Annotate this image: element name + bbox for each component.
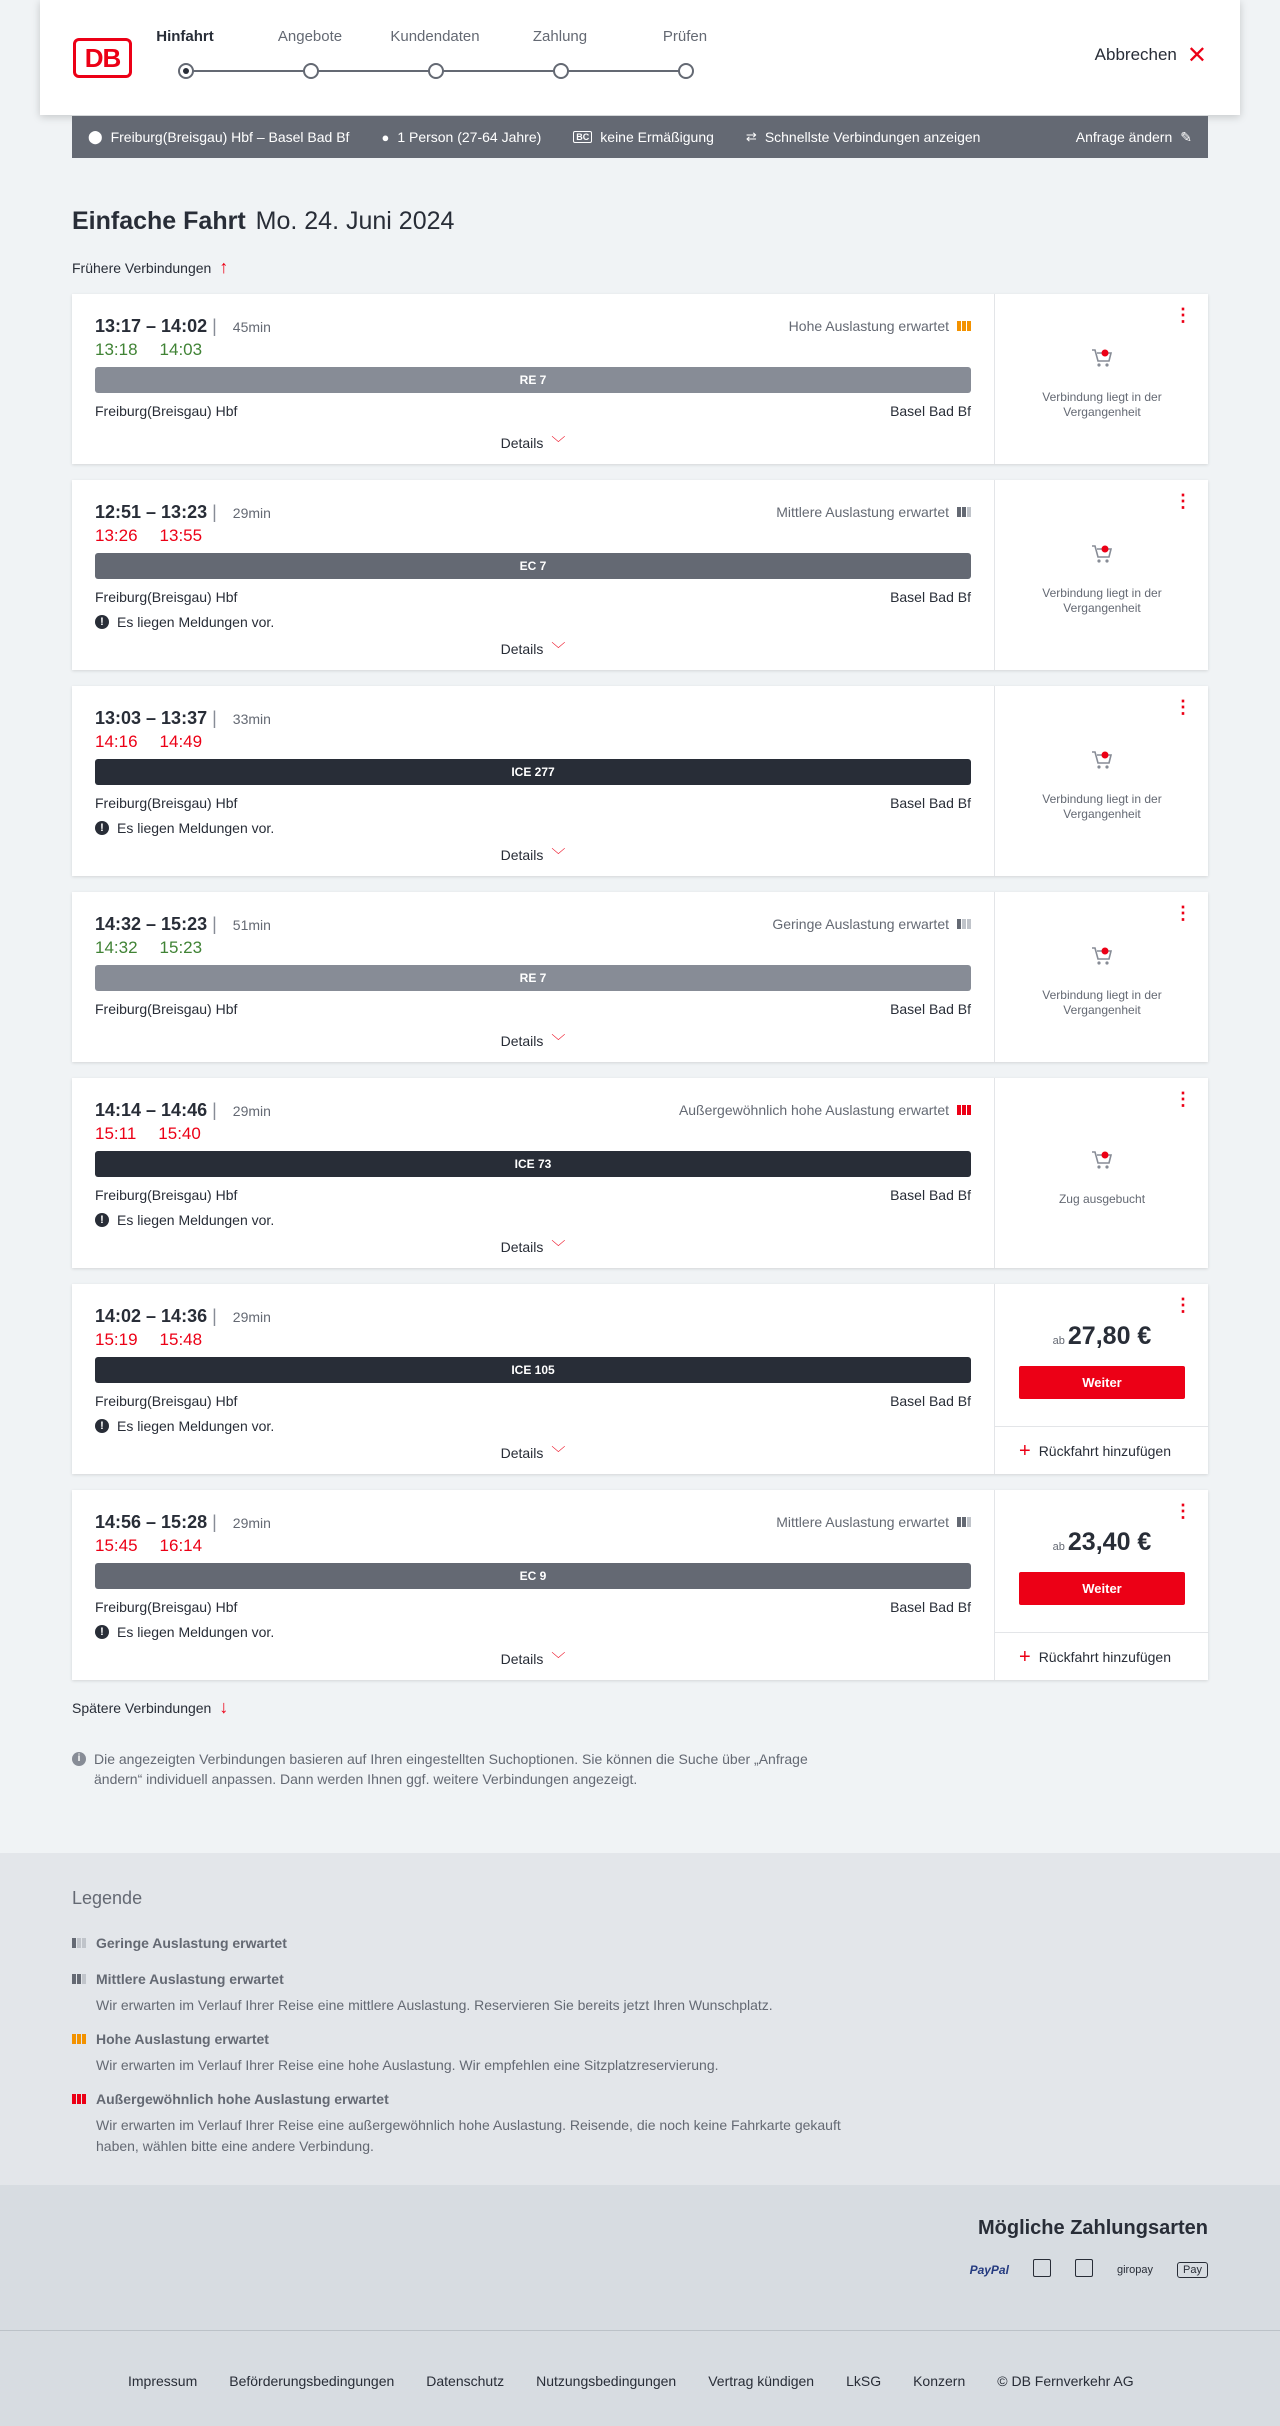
details-label: Details	[500, 435, 544, 451]
realtime-departure: 15:19	[95, 1330, 138, 1349]
origin-station: Freiburg(Breisgau) Hbf	[95, 589, 238, 605]
search-option-chip	[746, 129, 981, 145]
details-toggle[interactable]	[72, 433, 994, 453]
destination-station: Basel Bad Bf	[890, 1393, 971, 1409]
message-text: Es liegen Meldungen vor.	[117, 614, 275, 630]
earlier-connections-label: Frühere Verbindungen	[72, 259, 212, 276]
progress-stepper	[156, 28, 785, 88]
journey-times: 14:02 – 14:36 | 29min	[95, 1306, 271, 1326]
legend-item-text: Wir erwarten im Verlauf Ihrer Reise eine außergewöhnlich hohe Auslastung. Reisende, die noch keine Fahrkarte gekauft haben, wählen bitte eine andere Verbindung.	[96, 2117, 841, 2154]
journey-card	[72, 892, 1208, 1062]
details-toggle[interactable]	[72, 1237, 994, 1257]
close-icon: ✕	[1186, 41, 1207, 69]
offer-panel	[994, 686, 1208, 876]
destination-station: Basel Bad Bf	[890, 795, 971, 811]
step-dot	[428, 63, 444, 79]
cart-disabled-icon	[1090, 748, 1114, 772]
journey-card	[72, 294, 1208, 464]
add-return-label: Rückfahrt hinzufügen	[1038, 1648, 1171, 1665]
realtime-departure: 13:18	[95, 340, 138, 359]
occupancy-text: Geringe Auslastung erwartet	[772, 916, 949, 932]
continue-button[interactable]: Weiter	[1019, 1366, 1185, 1399]
occupancy-very-high-icon	[72, 2094, 86, 2104]
planned-times: 13:03 – 13:37	[95, 708, 208, 728]
offer-panel	[994, 892, 1208, 1062]
occupancy-indicator	[772, 916, 971, 932]
step-dot	[553, 63, 569, 79]
duration: 29min	[232, 1309, 271, 1325]
journey-times: 13:17 – 14:02 | 45min	[95, 316, 271, 336]
train-bar[interactable]: EC 7	[95, 553, 971, 579]
search-option-text: Schnellste Verbindungen anzeigen	[764, 129, 981, 145]
message-text: Es liegen Meldungen vor.	[117, 1418, 275, 1434]
journey-message	[95, 1624, 274, 1640]
more-options-icon[interactable]: ⋮	[1174, 1501, 1192, 1521]
occupancy-indicator	[776, 504, 971, 520]
more-options-icon[interactable]: ⋮	[1174, 697, 1192, 717]
realtime-arrival: 15:23	[159, 938, 203, 957]
earlier-connections-link[interactable]	[72, 257, 228, 278]
train-bar[interactable]: ICE 105	[95, 1357, 971, 1383]
step-label: Angebote	[277, 28, 343, 45]
cancel-label: Abbrechen	[1094, 45, 1177, 64]
alert-icon: !	[95, 821, 109, 835]
destination-station: Basel Bad Bf	[890, 1599, 971, 1615]
step-label: Kundendaten	[390, 28, 480, 45]
train-bar[interactable]: RE 7	[95, 367, 971, 393]
message-text: Es liegen Meldungen vor.	[117, 1212, 275, 1228]
connection-status: Verbindung liegt in der Vergangenheit	[1042, 792, 1162, 821]
alert-icon: !	[95, 615, 109, 629]
payment-title: Mögliche Zahlungsarten	[977, 2217, 1208, 2239]
footer-link-datenschutz[interactable]: Datenschutz	[426, 2373, 505, 2389]
plus-icon: +	[1019, 1439, 1031, 1462]
chevron-down-icon: ﹀	[551, 1239, 566, 1255]
train-bar[interactable]: RE 7	[95, 965, 971, 991]
giropay-icon	[1117, 2264, 1153, 2276]
route-text: Freiburg(Breisgau) Hbf – Basel Bad Bf	[110, 129, 350, 145]
alert-icon: !	[95, 1625, 109, 1639]
sepa-icon	[1075, 2259, 1093, 2280]
realtime-departure: 14:32	[95, 938, 138, 957]
details-label: Details	[500, 641, 544, 657]
page-footer	[0, 2330, 1280, 2426]
duration: 45min	[232, 319, 271, 335]
chevron-down-icon: ﹀	[551, 847, 566, 863]
origin-station: Freiburg(Breisgau) Hbf	[95, 1001, 238, 1017]
details-label: Details	[500, 847, 544, 863]
more-options-icon[interactable]: ⋮	[1174, 1089, 1192, 1109]
details-toggle[interactable]	[72, 845, 994, 865]
location-pin-icon: ⬤	[88, 129, 103, 144]
cart-disabled-icon	[1090, 944, 1114, 968]
occupancy-medium-icon	[957, 1517, 971, 1527]
occupancy-indicator	[776, 1514, 971, 1530]
destination-station: Basel Bad Bf	[890, 1001, 971, 1017]
stations	[95, 1393, 971, 1409]
planned-times: 14:14 – 14:46	[95, 1100, 208, 1120]
footer-link-impressum[interactable]: Impressum	[128, 2373, 198, 2389]
destination-station: Basel Bad Bf	[890, 403, 971, 419]
step-dot	[178, 63, 194, 79]
cart-disabled-icon	[1090, 542, 1114, 566]
realtime-departure: 13:26	[95, 526, 138, 545]
legend-item-title: Hohe Auslastung erwartet	[96, 2031, 269, 2047]
journey-main	[72, 294, 994, 464]
footer-link-nutzungsbedingungen[interactable]: Nutzungsbedingungen	[536, 2373, 677, 2389]
destination-station: Basel Bad Bf	[890, 1187, 971, 1203]
occupancy-high-icon	[72, 2034, 86, 2044]
stations	[95, 589, 971, 605]
duration: 29min	[232, 1103, 271, 1119]
arrow-up-icon: ↑	[219, 257, 229, 277]
realtime-departure: 15:11	[95, 1124, 137, 1143]
page-title-text: Einfache Fahrt	[72, 207, 246, 235]
more-options-icon[interactable]: ⋮	[1174, 1295, 1192, 1315]
later-connections-label: Spätere Verbindungen	[72, 1699, 212, 1716]
occupancy-very-high-icon	[957, 1105, 971, 1115]
destination-station: Basel Bad Bf	[890, 589, 971, 605]
cancel-button[interactable]	[1094, 41, 1207, 69]
step-hinfahrt	[135, 28, 235, 45]
journey-card	[72, 1078, 1208, 1268]
alert-icon: !	[95, 1419, 109, 1433]
chevron-down-icon: ﹀	[551, 1445, 566, 1461]
payment-icons	[970, 2259, 1208, 2280]
duration: 51min	[232, 917, 271, 933]
price	[995, 1322, 1209, 1351]
stations	[95, 403, 971, 419]
cart-disabled-icon	[1090, 346, 1114, 370]
journey-main	[72, 1078, 994, 1268]
step-dot	[678, 63, 694, 79]
journey-times: 14:56 – 15:28 | 29min	[95, 1512, 271, 1532]
more-options-icon[interactable]: ⋮	[1174, 491, 1192, 511]
price	[995, 1528, 1209, 1557]
stations	[95, 1001, 971, 1017]
details-label: Details	[500, 1239, 544, 1255]
journey-times: 13:03 – 13:37 | 33min	[95, 708, 271, 728]
details-toggle[interactable]	[72, 639, 994, 659]
cart-disabled-icon	[1090, 1148, 1114, 1172]
credit-card-icon	[1033, 2259, 1051, 2280]
origin-station: Freiburg(Breisgau) Hbf	[95, 1393, 238, 1409]
occupancy-text: Außergewöhnlich hohe Auslastung erwartet	[678, 1102, 949, 1118]
planned-times: 12:51 – 13:23	[95, 502, 208, 522]
legend-item-title: Geringe Auslastung erwartet	[96, 1935, 287, 1951]
travel-date: Mo. 24. Juni 2024	[255, 207, 455, 235]
chevron-down-icon: ﹀	[551, 641, 566, 657]
price-value: 23,40 €	[1067, 1528, 1152, 1556]
step-label: Zahlung	[532, 28, 588, 45]
journey-message	[95, 614, 274, 630]
legend-item-text: Wir erwarten im Verlauf Ihrer Reise eine mittlere Auslastung. Reservieren Sie bereits jetzt Ihren Wunschplatz.	[96, 1997, 773, 2013]
occupancy-medium-icon	[957, 507, 971, 517]
legend-item	[72, 2091, 872, 2157]
realtime-times	[95, 526, 224, 546]
add-return-label: Rückfahrt hinzufügen	[1038, 1442, 1171, 1459]
duration: 33min	[232, 711, 271, 727]
journey-card	[72, 686, 1208, 876]
add-return-trip-button[interactable]	[995, 1426, 1209, 1474]
step-label: Hinfahrt	[156, 28, 214, 45]
footer-link-lksg[interactable]: LkSG	[846, 2373, 882, 2389]
paypal-label: PayPal	[969, 2262, 1009, 2277]
legend-item	[72, 2031, 872, 2076]
realtime-arrival: 15:40	[158, 1124, 201, 1143]
realtime-arrival: 14:03	[159, 340, 203, 359]
journey-main	[72, 1490, 994, 1680]
planned-times: 14:02 – 14:36	[95, 1306, 208, 1326]
page-title	[72, 207, 454, 236]
journey-message	[95, 1418, 274, 1434]
info-text: Die angezeigten Verbindungen basieren auf Ihren eingestellten Suchoptionen. Sie können die Suche über „Anfrage ändern“ individuell anpassen. Dann werden Ihnen ggf. weitere Verbindungen angezeigt.	[94, 1751, 808, 1787]
travellers-chip	[381, 129, 541, 145]
realtime-arrival: 14:49	[159, 732, 203, 751]
person-icon: ●	[381, 129, 390, 145]
journey-card	[72, 1284, 1208, 1474]
journey-times: 12:51 – 13:23 | 29min	[95, 502, 271, 522]
message-text: Es liegen Meldungen vor.	[117, 1624, 275, 1640]
legend-item	[72, 1935, 872, 1951]
journey-main	[72, 686, 994, 876]
pencil-icon: ✎	[1180, 128, 1192, 145]
journey-main	[72, 1284, 994, 1474]
origin-station: Freiburg(Breisgau) Hbf	[95, 1187, 238, 1203]
occupancy-medium-icon	[72, 1974, 86, 1984]
offer-panel	[994, 480, 1208, 670]
duration: 29min	[232, 505, 271, 521]
journey-message	[95, 820, 274, 836]
connection-status: Verbindung liegt in der Vergangenheit	[1042, 988, 1162, 1017]
occupancy-low-icon	[957, 919, 971, 929]
step-angebote	[260, 28, 360, 45]
planned-times: 14:56 – 15:28	[95, 1512, 208, 1532]
add-return-trip-button[interactable]	[995, 1632, 1209, 1680]
arrow-down-icon: ↓	[219, 1697, 229, 1717]
step-kundendaten	[385, 28, 485, 45]
realtime-times	[95, 732, 224, 752]
legend-item-title: Mittlere Auslastung erwartet	[96, 1971, 284, 1987]
realtime-departure: 14:16	[95, 732, 138, 751]
later-connections-link[interactable]	[72, 1697, 228, 1718]
stations	[95, 1187, 971, 1203]
chevron-down-icon: ﹀	[551, 1651, 566, 1667]
details-label: Details	[500, 1651, 544, 1667]
connection-status: Verbindung liegt in der Vergangenheit	[1042, 390, 1162, 419]
search-info-note	[72, 1749, 852, 1789]
journey-main	[72, 892, 994, 1062]
origin-station: Freiburg(Breisgau) Hbf	[95, 403, 238, 419]
footer-link-befoerderungsbedingungen[interactable]: Beförderungsbedingungen	[229, 2373, 395, 2389]
giropay-label: giropay	[1116, 2263, 1154, 2276]
travellers-text: 1 Person (27-64 Jahre)	[397, 129, 542, 145]
change-request-button[interactable]	[1076, 129, 1192, 146]
details-toggle[interactable]	[72, 1443, 994, 1463]
db-logo[interactable]: DB	[73, 38, 132, 78]
info-icon: i	[72, 1752, 86, 1766]
occupancy-high-icon	[957, 321, 971, 331]
occupancy-low-icon	[72, 1938, 86, 1948]
footer-link-konzern[interactable]: Konzern	[913, 2373, 966, 2389]
legend-item-text: Wir erwarten im Verlauf Ihrer Reise eine hohe Auslastung. Wir empfehlen eine Sitzplatzreservierung.	[96, 2057, 719, 2073]
occupancy-text: Hohe Auslastung erwartet	[788, 318, 949, 334]
connection-status: Verbindung liegt in der Vergangenheit	[1042, 586, 1162, 615]
details-toggle[interactable]	[72, 1649, 994, 1669]
more-options-icon[interactable]: ⋮	[1174, 305, 1192, 325]
apple-pay-label: Pay	[1183, 2263, 1202, 2276]
chevron-down-icon: ﹀	[551, 1033, 566, 1049]
step-pruefen	[635, 28, 735, 45]
legend-title: Legende	[72, 1888, 143, 1908]
step-dot	[303, 63, 319, 79]
alert-icon: !	[95, 1213, 109, 1227]
journey-times: 14:32 – 15:23 | 51min	[95, 914, 271, 934]
discount-text: keine Ermäßigung	[600, 129, 714, 145]
offer-panel	[994, 1078, 1208, 1268]
duration: 29min	[232, 1515, 271, 1531]
occupancy-text: Mittlere Auslastung erwartet	[776, 504, 949, 520]
payment-methods-section	[0, 2185, 1280, 2330]
footer-copyright: © DB Fernverkehr AG	[997, 2373, 1134, 2389]
details-label: Details	[500, 1033, 544, 1049]
origin-station: Freiburg(Breisgau) Hbf	[95, 795, 238, 811]
details-label: Details	[500, 1445, 544, 1461]
footer-links	[128, 2373, 1134, 2389]
realtime-times	[95, 340, 224, 360]
change-request-label: Anfrage ändern	[1075, 129, 1173, 145]
legend-item-title: Außergewöhnlich hohe Auslastung erwartet	[96, 2091, 389, 2107]
realtime-times	[95, 1330, 224, 1350]
price-prefix: ab	[1052, 1335, 1065, 1347]
details-toggle[interactable]	[72, 1031, 994, 1051]
occupancy-indicator	[679, 1102, 971, 1118]
price-prefix: ab	[1052, 1541, 1065, 1553]
legend-item	[72, 1971, 872, 2016]
route-chip	[88, 129, 349, 145]
journey-main	[72, 480, 994, 670]
connection-status: Zug ausgebucht	[1058, 1192, 1146, 1206]
search-summary-bar	[72, 116, 1208, 158]
legend-section	[0, 1853, 1280, 2185]
planned-times: 14:32 – 15:23	[95, 914, 208, 934]
message-text: Es liegen Meldungen vor.	[117, 820, 275, 836]
booking-header	[40, 0, 1240, 115]
journey-message	[95, 1212, 274, 1228]
discount-chip	[573, 129, 714, 145]
train-bar[interactable]: ICE 73	[95, 1151, 971, 1177]
chevron-down-icon: ﹀	[551, 435, 566, 451]
journey-card	[72, 1490, 1208, 1680]
more-options-icon[interactable]: ⋮	[1174, 903, 1192, 923]
continue-button[interactable]: Weiter	[1019, 1572, 1185, 1605]
origin-station: Freiburg(Breisgau) Hbf	[95, 1599, 238, 1615]
journey-card	[72, 480, 1208, 670]
train-bar[interactable]: EC 9	[95, 1563, 971, 1589]
journey-times: 14:14 – 14:46 | 29min	[95, 1100, 271, 1120]
realtime-arrival: 16:14	[159, 1536, 203, 1555]
offer-panel	[994, 294, 1208, 464]
realtime-times	[95, 1124, 223, 1144]
price-value: 27,80 €	[1067, 1322, 1152, 1350]
planned-times: 13:17 – 14:02	[95, 316, 208, 336]
occupancy-indicator	[789, 318, 971, 334]
bahncard-icon: BC	[573, 131, 592, 143]
swap-arrows-icon: ⇄	[745, 129, 757, 144]
realtime-departure: 15:45	[95, 1536, 138, 1555]
realtime-times	[95, 938, 224, 958]
realtime-arrival: 15:48	[159, 1330, 203, 1349]
step-zahlung	[510, 28, 610, 45]
train-bar[interactable]: ICE 277	[95, 759, 971, 785]
plus-icon: +	[1019, 1645, 1031, 1668]
realtime-times	[95, 1536, 224, 1556]
step-label: Prüfen	[662, 28, 708, 45]
offer-panel	[994, 1490, 1208, 1680]
stations	[95, 1599, 971, 1615]
paypal-icon	[970, 2263, 1009, 2277]
realtime-arrival: 13:55	[159, 526, 203, 545]
occupancy-text: Mittlere Auslastung erwartet	[776, 1514, 949, 1530]
apple-pay-icon	[1177, 2262, 1208, 2278]
offer-panel	[994, 1284, 1208, 1474]
stations	[95, 795, 971, 811]
footer-link-vertrag-kuendigen[interactable]: Vertrag kündigen	[708, 2373, 815, 2389]
